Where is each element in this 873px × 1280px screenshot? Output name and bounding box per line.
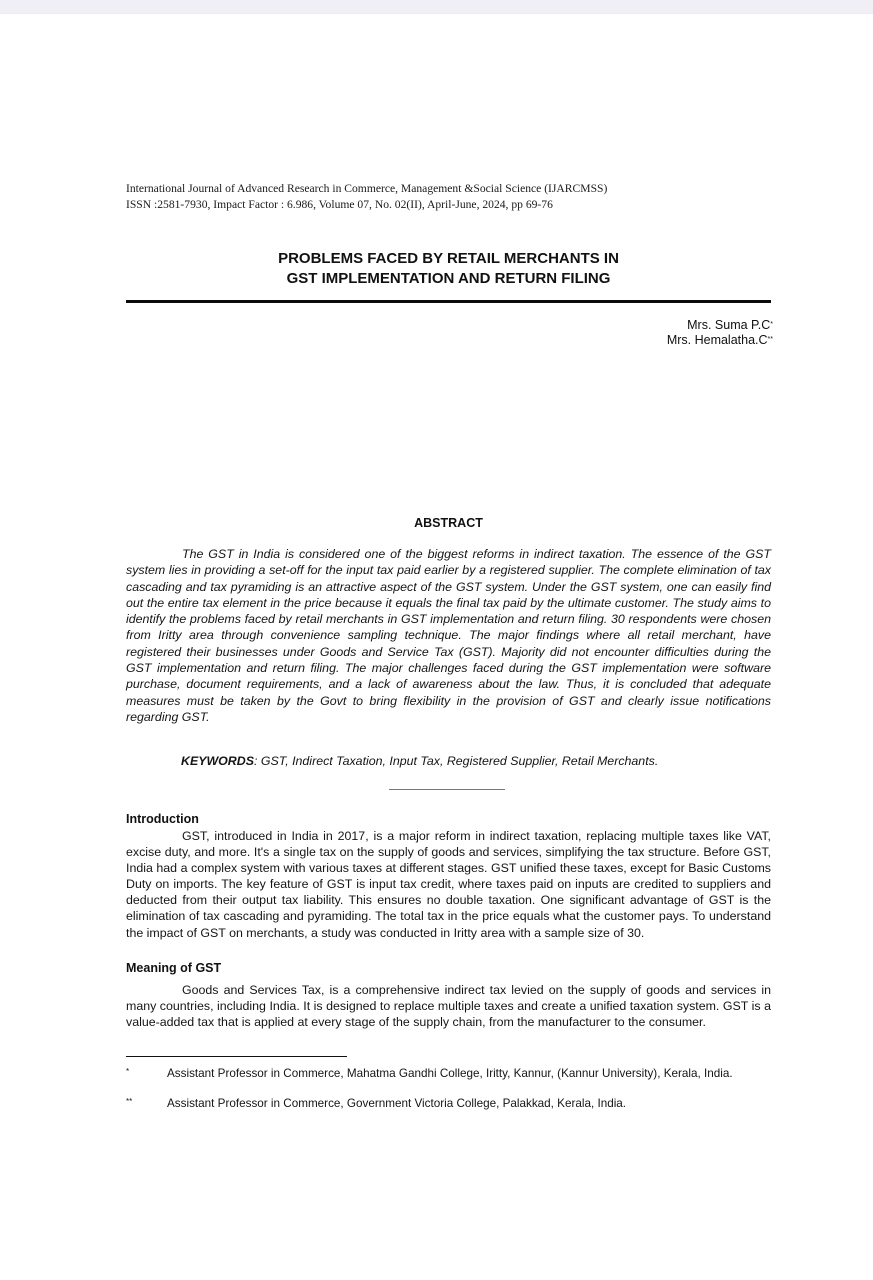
paper-title-line-1: PROBLEMS FACED BY RETAIL MERCHANTS IN (278, 250, 619, 267)
keywords (126, 754, 771, 768)
footnote-marker: * (126, 1067, 130, 1076)
footnote-divider (126, 1056, 347, 1057)
abstract-end-divider (389, 789, 505, 790)
viewer-top-bar (0, 0, 873, 14)
abstract-heading: ABSTRACT (414, 516, 483, 530)
journal-name: International Journal of Advanced Research in Commerce, Management &Social Science (IJARCMSS) (126, 182, 608, 195)
section-heading-meaning-of-gst: Meaning of GST (126, 961, 222, 975)
author-footnote-marker: ** (767, 336, 773, 343)
footnote (126, 1067, 771, 1081)
author: Mrs. Suma P.C* (687, 318, 773, 332)
author-list (667, 318, 773, 348)
author: Mrs. Hemalatha.C** (666, 333, 773, 347)
title-divider (126, 300, 771, 303)
footnote-marker: ** (126, 1097, 133, 1106)
journal-header (126, 181, 607, 213)
abstract-body: The GST in India is considered one of the biggest reforms in indirect taxation. The essence of the GST system lies in providing a set-off for the input tax paid earlier by a registered supplier. The complete elimination of tax cascading and tax pyramiding is an attractive aspect of the GST system. Under the GST system, one can easily find out the entire tax element in the price because it equals the final tax paid by the ultimate customer. The study aims to identify the problems faced by retail merchants in GST implementation and return filing. 30 respondents were chosen from Iritty area through convenience sampling technique. The major findings where all retail merchant, have registered their businesses under Goods and Service Tax (GST). Majority did not encounter difficulties during the GST implementation and return filing. The major challenges faced during the GST implementation were software purchase, document requirements, and a lack of awareness about the law. Thus, it is concluded that adequate measures must be taken by the Govt to bring flexibility in the provision of GST and clearly issue notifications regarding GST. (126, 547, 771, 724)
journal-issue-info: ISSN :2581-7930, Impact Factor : 6.986, Volume 07, No. 02(II), April-June, 2024, pp 69-76 (126, 198, 553, 211)
footnote (126, 1097, 771, 1111)
paper-title (126, 249, 771, 289)
keywords-label: KEYWORDS (181, 754, 254, 768)
author-footnote-marker: * (770, 321, 773, 328)
paper-title-line-2: GST IMPLEMENTATION AND RETURN FILING (286, 270, 611, 287)
footnote-text: Assistant Professor in Commerce, Mahatma Gandhi College, Iritty, Kannur, (Kannur University), Kerala, India. (167, 1067, 733, 1080)
section-body-introduction: GST, introduced in India in 2017, is a major reform in indirect taxation, replacing multiple taxes like VAT, excise duty, and more. It's a single tax on the supply of goods and services, simplifying the tax structure. Before GST, India had a complex system with various taxes at different stages. GST unified these taxes, except for Basic Customs Duty on imports. The key feature of GST is input tax credit, where taxes paid on inputs are credited to suppliers and deducted from their output tax liability. This ensures no double taxation. One significant advantage of GST is the elimination of tax cascading and pyramiding. The total tax in the price equals what the customer pays. To understand the impact of GST on merchants, a study was conducted in Iritty area with a sample size of 30. (126, 829, 771, 940)
section-heading-introduction: Introduction (126, 812, 199, 826)
keywords-values: : GST, Indirect Taxation, Input Tax, Registered Supplier, Retail Merchants. (253, 754, 659, 768)
footnote-text: Assistant Professor in Commerce, Government Victoria College, Palakkad, Kerala, India. (167, 1097, 627, 1110)
section-body-meaning-of-gst: Goods and Services Tax, is a comprehensive indirect tax levied on the supply of goods and services in many countries, including India. It is designed to replace multiple taxes and create a unified taxation system. GST is a value-added tax that is applied at every stage of the supply chain, from the manufacturer to the consumer. (126, 983, 771, 1030)
